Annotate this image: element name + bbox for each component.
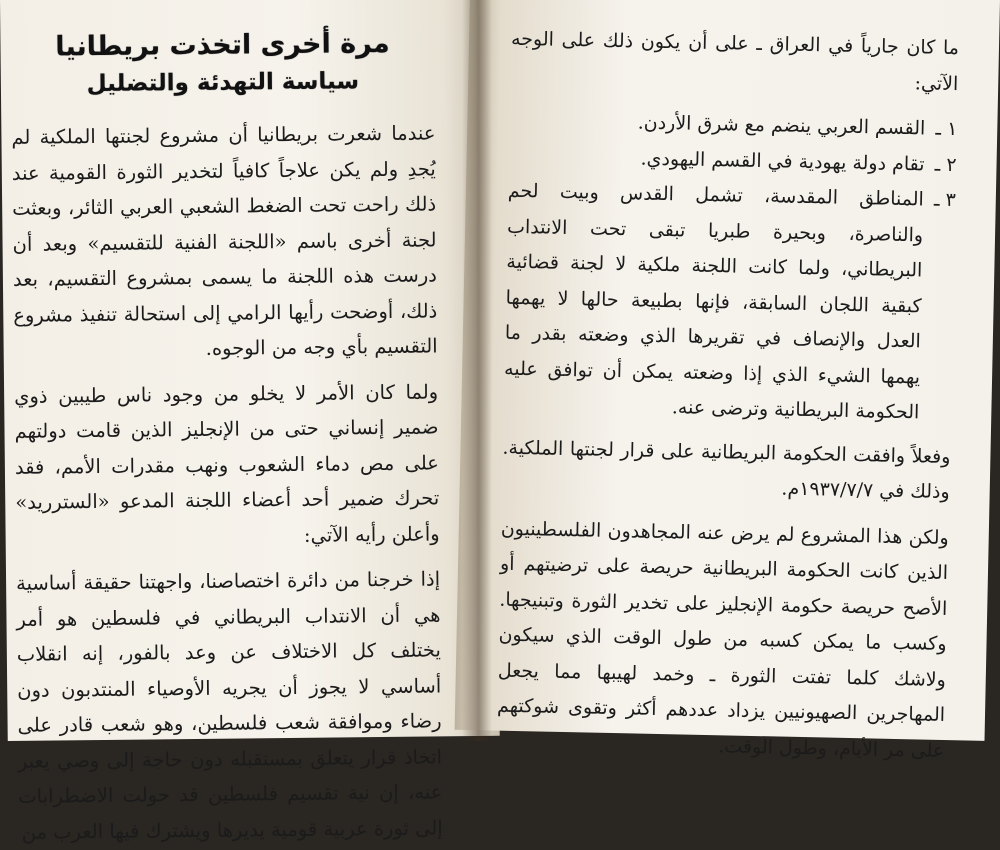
left-paragraph-1: عندما شعرت بريطانيا أن مشروع لجنتها الملكية لم يُجدِ ولم يكن علاجاً كافياً لتخدير الثورة القومية عند ذلك راحت تحت الضغط الشعبي العربي الثائر، وبعثت لجنة أخرى باسم «اللجنة الفنية للتقسيم» وبعد أن درست هذه اللجنة ما يسمى بمشروع التقسيم، بعد ذلك، أوضحت رأيها الرامي إلى استحالة تنفيذ مشروع التقسيم بأي وجه من الوجوه. [11,121,438,360]
list-text: القسم العربي ينضم مع شرق الأردن. [637,111,926,140]
chapter-subtitle: سياسة التهدئة والتضليل [86,68,360,98]
list-text: المناطق المقدسة، تشمل القدس وبيت لحم والناصرة، وبحيرة طبريا تبقى تحت الانتداب البريطاني، ولما كانت اللجنة ملكية لا لجنة قضائية كبقية اللجان السابقة، فإنها بطبيعة حالها لا يهمها العدل والإنصاف في تقريرها الذي وضعته بقدر ما يهمها الشيء الذي إذا وضعته يمكن أن توافق عليه الحكومة البريطانية وترضى عنه. [503,179,925,424]
list-text: تقام دولة يهودية في القسم اليهودي. [640,147,925,175]
left-paragraph-2: ولما كان الأمر لا يخلو من وجود ناس طيبين ذوي ضمير إنساني حتى من الإنجليز الذين قامت دولتهم على مص دماء الشعوب ونهب مقدرات الأمم، فقد تحرك ضمير أحد أعضاء اللجنة المدعو «السترريد» وأعلن رأيه الآتي: [14,379,440,547]
list-number: ٢ ـ [934,153,957,176]
left-paragraph-3: إذا خرجنا من دائرة اختصاصنا، واجهتنا حقيقة أساسية هي أن الانتداب البريطاني في فلسطين هو أمر يختلف كل الاختلاف عن وعد بالفور، إنه انقلاب أساسي لا يجوز أن يجريه الأوصياء المنتدبون دون رضاء وموافقة شعب فلسطين، وهو شعب قادر على اتخاذ قرار يتعلق بمستقبله دون حاجة إلى وصي يعبر عنه، إن نية تقسيم فلسطين قد حولت الاضطرابات إلى ثورة عربية قومية يديرها ويشترك فيها العرب من [15,567,443,844]
right-paragraph-2: ولكن هذا المشروع لم يرض عنه المجاهدون الفلسطينيون الذين كانت الحكومة البريطانية حريصة على ترضيتهم أو الأصح حريصة حكومة الإنجليز على تخدير الثورة وتبنيجها. وكسب ما يمكن كسبه من طول الوقت الذي سيكون ولاشك كلما تفتت الثورة ـ وخمد لهيبها مما يجعل المهاجرين الصهيونيين يزداد عددهم أكثر وتقوى شوكتهم على مر الأيام، وطول الوقت. [496,517,949,762]
right-page [455,0,1000,762]
book-gutter [462,0,492,741]
left-page [0,0,500,844]
list-item [503,174,956,432]
numbered-list [503,103,958,432]
right-paragraph-1: وفعلاً وافقت الحكومة البريطانية على قرار لجنتها الملكية. وذلك في ١٩٣٧/٧/٧م. [502,436,951,504]
list-number: ٣ ـ [933,188,957,212]
right-intro: ما كان جارياً في العراق ـ على أن يكون ذلك على الوجه الآتي: [510,27,960,95]
list-number: ١ ـ [935,117,958,141]
chapter-title: مرة أخرى اتخذت بريطانيا [55,27,390,63]
